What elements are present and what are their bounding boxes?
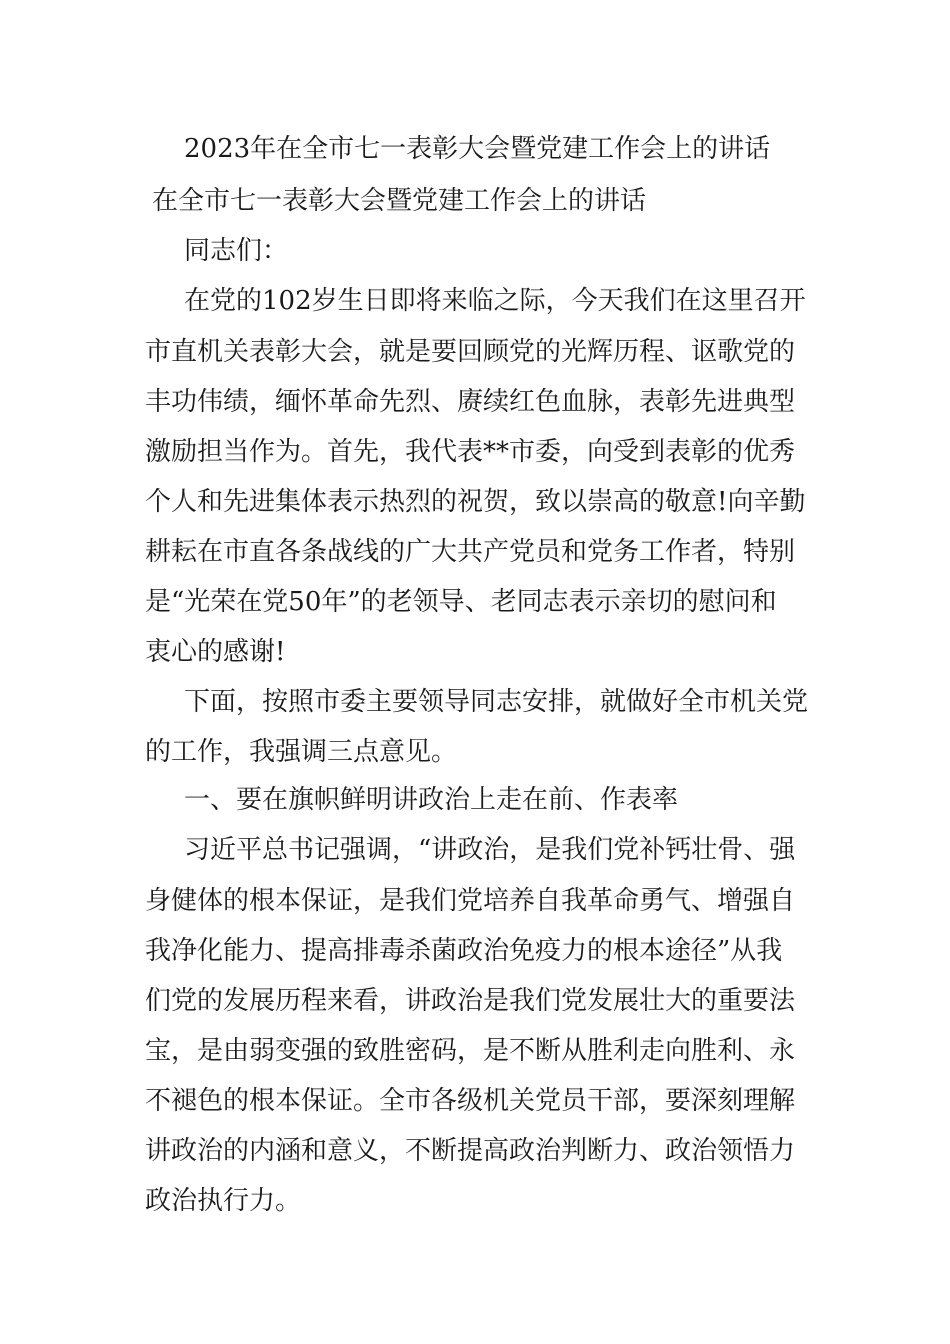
paragraph-line: 耕耘在市直各条战线的广大共产党员和党务工作者，特别 xyxy=(145,537,796,567)
greeting-line: 同志们： xyxy=(184,236,289,266)
paragraph-line: 们党的发展历程来看，讲政治是我们党发展壮大的重要法 xyxy=(145,986,796,1016)
paragraph-line: 的工作，我强调三点意见。 xyxy=(145,737,458,767)
paragraph-line: 我净化能力、提高排毒杀菌政治免疫力的根本途径”从我 xyxy=(145,936,783,966)
paragraph-line: 在党的102岁生日即将来临之际，今天我们在这里召开 xyxy=(184,286,806,316)
paragraph-line: 习近平总书记强调，“讲政治，是我们党补钙壮骨、强 xyxy=(184,835,796,865)
paragraph-line: 是“光荣在党50年”的老领导、老同志表示亲切的慰问和 xyxy=(145,587,777,617)
paragraph-line: 激励担当作为。首先，我代表**市委，向受到表彰的优秀 xyxy=(145,437,796,467)
document-title: 2023年在全市七一表彰大会暨党建工作会上的讲话 xyxy=(184,134,771,164)
paragraph-line: 讲政治的内涵和意义，不断提高政治判断力、政治领悟力 xyxy=(145,1136,796,1166)
paragraph-line: 身健体的根本保证，是我们党培养自我革命勇气、增强自 xyxy=(145,886,796,916)
paragraph-line: 政治执行力。 xyxy=(145,1186,302,1216)
paragraph-line: 丰功伟绩，缅怀革命先烈、赓续红色血脉，表彰先进典型 xyxy=(145,387,796,417)
paragraph-line: 市直机关表彰大会，就是要回顾党的光辉历程、讴歌党的 xyxy=(145,337,796,367)
section-heading: 一、要在旗帜鲜明讲政治上走在前、作表率 xyxy=(184,785,679,815)
paragraph-line: 个人和先进集体表示热烈的祝贺，致以崇高的敬意!向辛勤 xyxy=(145,487,806,517)
paragraph-line: 不褪色的根本保证。全市各级机关党员干部，要深刻理解 xyxy=(145,1086,796,1116)
document-subtitle: 在全市七一表彰大会暨党建工作会上的讲话 xyxy=(152,186,647,216)
paragraph-line: 下面，按照市委主要领导同志安排，就做好全市机关党 xyxy=(184,687,809,717)
paragraph-line: 宝，是由弱变强的致胜密码，是不断从胜利走向胜利、永 xyxy=(145,1036,796,1066)
paragraph-line: 衷心的感谢! xyxy=(145,637,286,667)
